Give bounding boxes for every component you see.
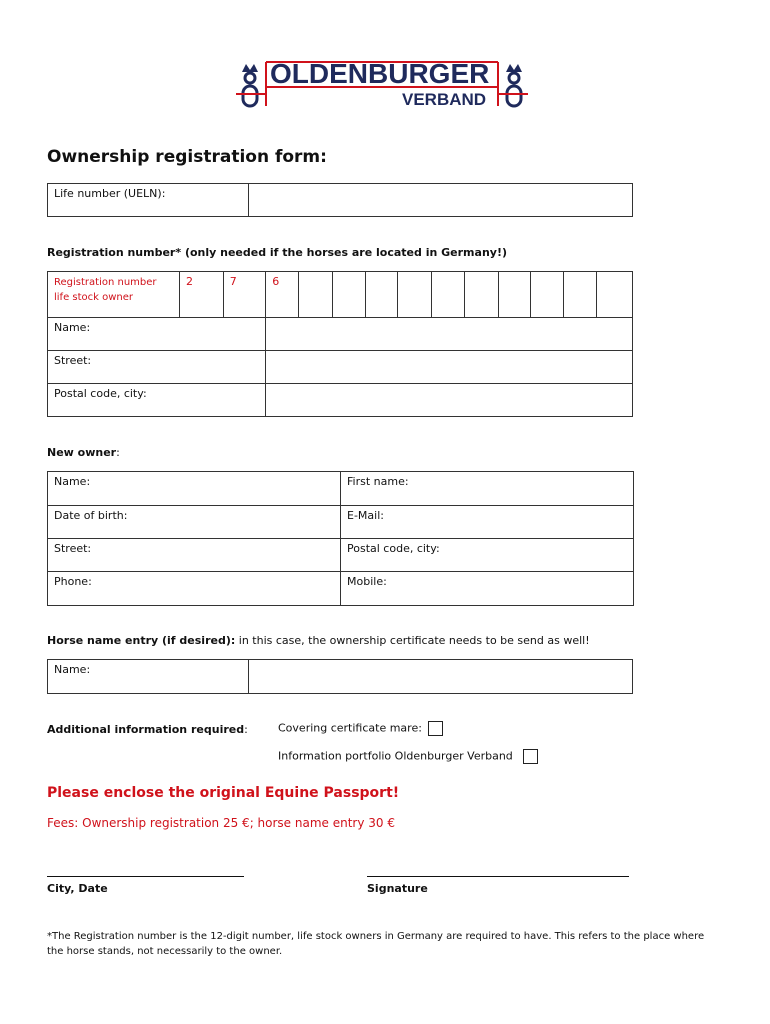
prev-name-label: Name: [48,318,266,351]
digit-5[interactable] [332,272,365,318]
prev-street-label: Street: [48,351,266,384]
horse-name-table [47,659,633,694]
horse-name-heading [47,634,590,647]
option-covering-label: Covering certificate mare: [278,721,422,735]
additional-info [47,723,248,736]
prev-name-field[interactable] [266,318,633,351]
registration-table [47,271,633,417]
covering-certificate-checkbox[interactable] [428,721,443,736]
option-covering-certificate [278,721,443,736]
digit-1[interactable]: 2 [180,272,224,318]
additional-label: Additional information required [47,723,245,736]
option-portfolio-label: Information portfolio Oldenburger Verband [278,749,513,763]
digit-9[interactable] [464,272,498,318]
ueln-field[interactable] [249,184,633,217]
new-owner-label: New owner [47,446,117,459]
registration-heading: Registration number* (only needed if the horses are located in Germany!) [47,246,507,259]
digit-10[interactable] [498,272,531,318]
digit-7[interactable] [398,272,432,318]
digit-3[interactable]: 6 [266,272,299,318]
fees-notice: Fees: Ownership registration 25 €; horse name entry 30 € [47,816,395,830]
digit-4[interactable] [299,272,333,318]
information-portfolio-checkbox[interactable] [523,749,538,764]
enclose-notice: Please enclose the original Equine Passport! [47,785,400,801]
additional-colon: : [244,723,248,736]
owner-first-name-field[interactable]: First name: [341,472,634,506]
prev-street-field[interactable] [266,351,633,384]
prev-postal-field[interactable] [266,384,633,417]
owner-mobile-field[interactable]: Mobile: [341,572,634,606]
digit-13[interactable] [596,272,632,318]
new-owner-table [47,471,634,606]
horse-name-heading-bold: Horse name entry (if desired): [47,634,236,647]
horse-name-heading-rest: in this case, the ownership certificate needs to be send as well! [235,634,590,647]
digit-6[interactable] [365,272,398,318]
digit-2[interactable]: 7 [223,272,266,318]
footnote: *The Registration number is the 12-digit number, life stock owners in Germany are required to have. This refers to the place where the horse stands, not necessarily to the owner. [47,931,705,957]
owner-phone-field[interactable]: Phone: [48,572,341,606]
ueln-table [47,183,633,217]
signature-line[interactable] [367,876,629,877]
owner-street-field[interactable]: Street: [48,539,341,572]
digit-11[interactable] [531,272,564,318]
signature-label: Signature [367,882,428,895]
owner-name-field[interactable]: Name: [48,472,341,506]
owner-dob-field[interactable]: Date of birth: [48,506,341,539]
logo-subtext: VERBAND [402,90,487,109]
digit-12[interactable] [564,272,597,318]
city-date-label: City, Date [47,882,108,895]
prev-postal-label: Postal code, city: [48,384,266,417]
oldenburger-logo [236,52,536,114]
stock-owner-label: Registration number life stock owner [48,272,180,318]
owner-postal-field[interactable]: Postal code, city: [341,539,634,572]
city-date-line[interactable] [47,876,244,877]
horse-name-label: Name: [48,660,249,694]
digit-8[interactable] [432,272,465,318]
logo-text: OLDENBURGER [270,58,490,89]
new-owner-heading [47,446,120,459]
new-owner-colon: : [116,446,120,459]
owner-email-field[interactable]: E-Mail: [341,506,634,539]
option-information-portfolio [278,749,538,764]
ueln-label: Life number (UELN): [48,184,249,217]
page-title: Ownership registration form: [47,147,327,167]
horse-name-field[interactable] [249,660,633,694]
